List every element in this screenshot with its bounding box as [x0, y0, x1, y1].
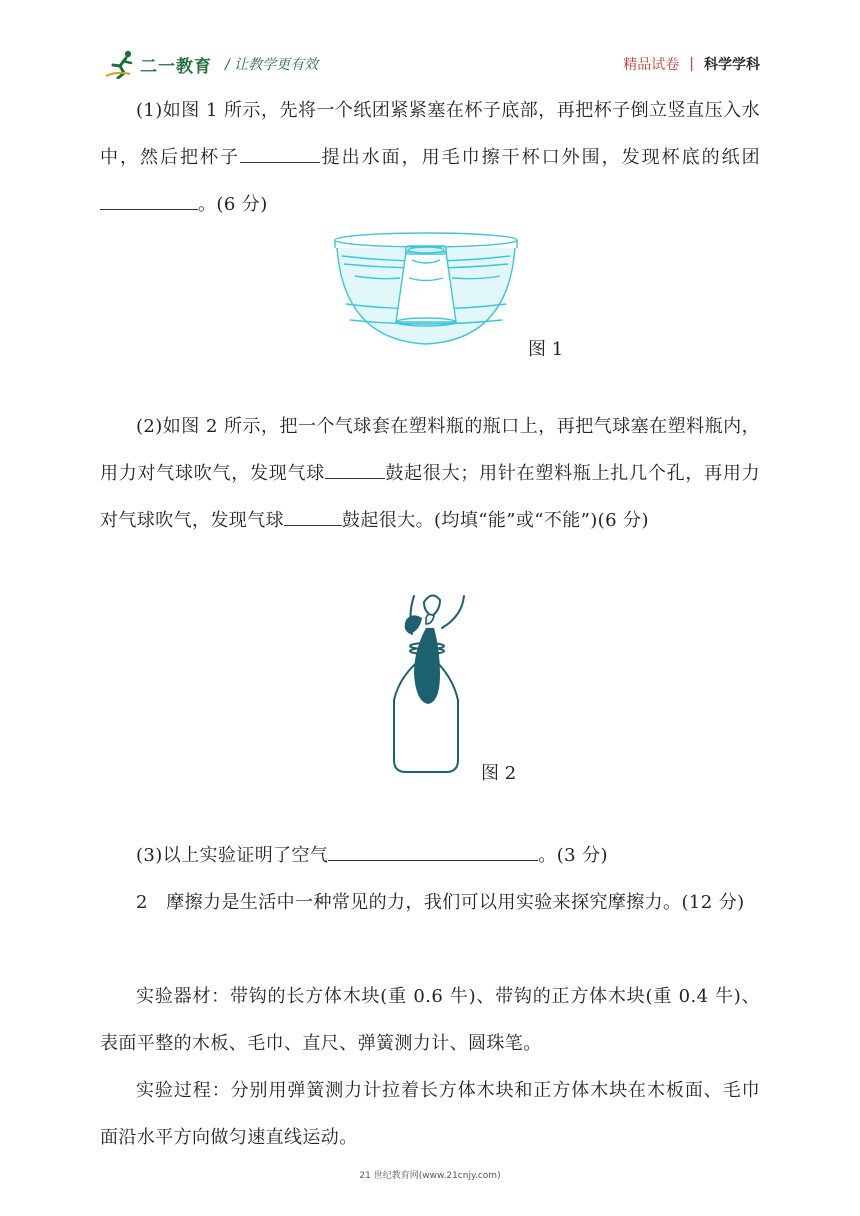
figure-1-cup-in-water — [330, 228, 522, 352]
figure-2-balloon-in-bottle — [380, 590, 480, 776]
page-footer: 21 世纪教育网(www.21cnjy.com) — [359, 1171, 501, 1181]
answer-blank[interactable] — [325, 460, 385, 479]
question-1-part-2 — [100, 403, 760, 544]
paper-type-label: 精品试卷 — [623, 57, 680, 73]
q1-1-text-b: 提出水面，用毛巾擦干杯口外围，发现杯底的纸团 — [320, 147, 760, 168]
q1-3-text-b: 。(3 分) — [538, 845, 608, 866]
question-1-part-3 — [100, 832, 760, 879]
answer-blank[interactable] — [284, 507, 342, 526]
running-man-logo-icon — [104, 49, 138, 79]
answer-blank[interactable] — [100, 191, 198, 210]
question-2-process: 实验过程：分别用弹簧测力计拉着长方体木块和正方体木块在木板面、毛巾面沿水平方向做匀速直线运动。 — [100, 1080, 760, 1148]
q1-2-text-b: 鼓起很大；用针在塑料瓶上扎几个孔，再用力对气球吹气，发现气球 — [100, 463, 760, 531]
q1-2-text-c: 鼓起很大。(均填“能”或“不能”)(6 分) — [342, 510, 649, 531]
question-2-intro: 2 摩擦力是生活中一种常见的力，我们可以用实验来探究摩擦力。(12 分) — [136, 892, 745, 913]
question-1-part-1 — [100, 87, 760, 228]
subject-label: 科学学科 — [704, 57, 760, 73]
slogan: / 让教学更有效 — [225, 57, 319, 73]
logo — [104, 44, 212, 84]
answer-blank[interactable] — [240, 144, 320, 163]
question-2-materials: 实验器材：带钩的长方体木块(重 0.6 牛)、带钩的正方体木块(重 0.4 牛)、表面平整的木板、毛巾、直尺、弹簧测力计、圆珠笔。 — [100, 986, 760, 1054]
q1-2-text-a: (2)如图 2 所示，把一个气球套在塑料瓶的瓶口上，再把气球塞在塑料瓶内，用力对气球吹气，发现气球 — [100, 416, 760, 484]
q1-1-text-a: (1)如图 1 所示，先将一个纸团紧紧塞在杯子底部，再把杯子倒立竖直压入水中，然后把杯子 — [100, 100, 760, 168]
q1-3-text-a: (3)以上实验证明了空气 — [136, 845, 329, 866]
logo-text: 二一教育 — [140, 56, 212, 77]
figure-1-caption: 图 1 — [528, 339, 564, 360]
page-header — [0, 0, 860, 90]
q1-1-text-c: 。(6 分) — [198, 194, 268, 215]
answer-blank[interactable] — [328, 842, 538, 861]
header-right — [623, 54, 760, 74]
header-divider: | — [689, 56, 694, 72]
figure-2-caption: 图 2 — [481, 763, 517, 784]
